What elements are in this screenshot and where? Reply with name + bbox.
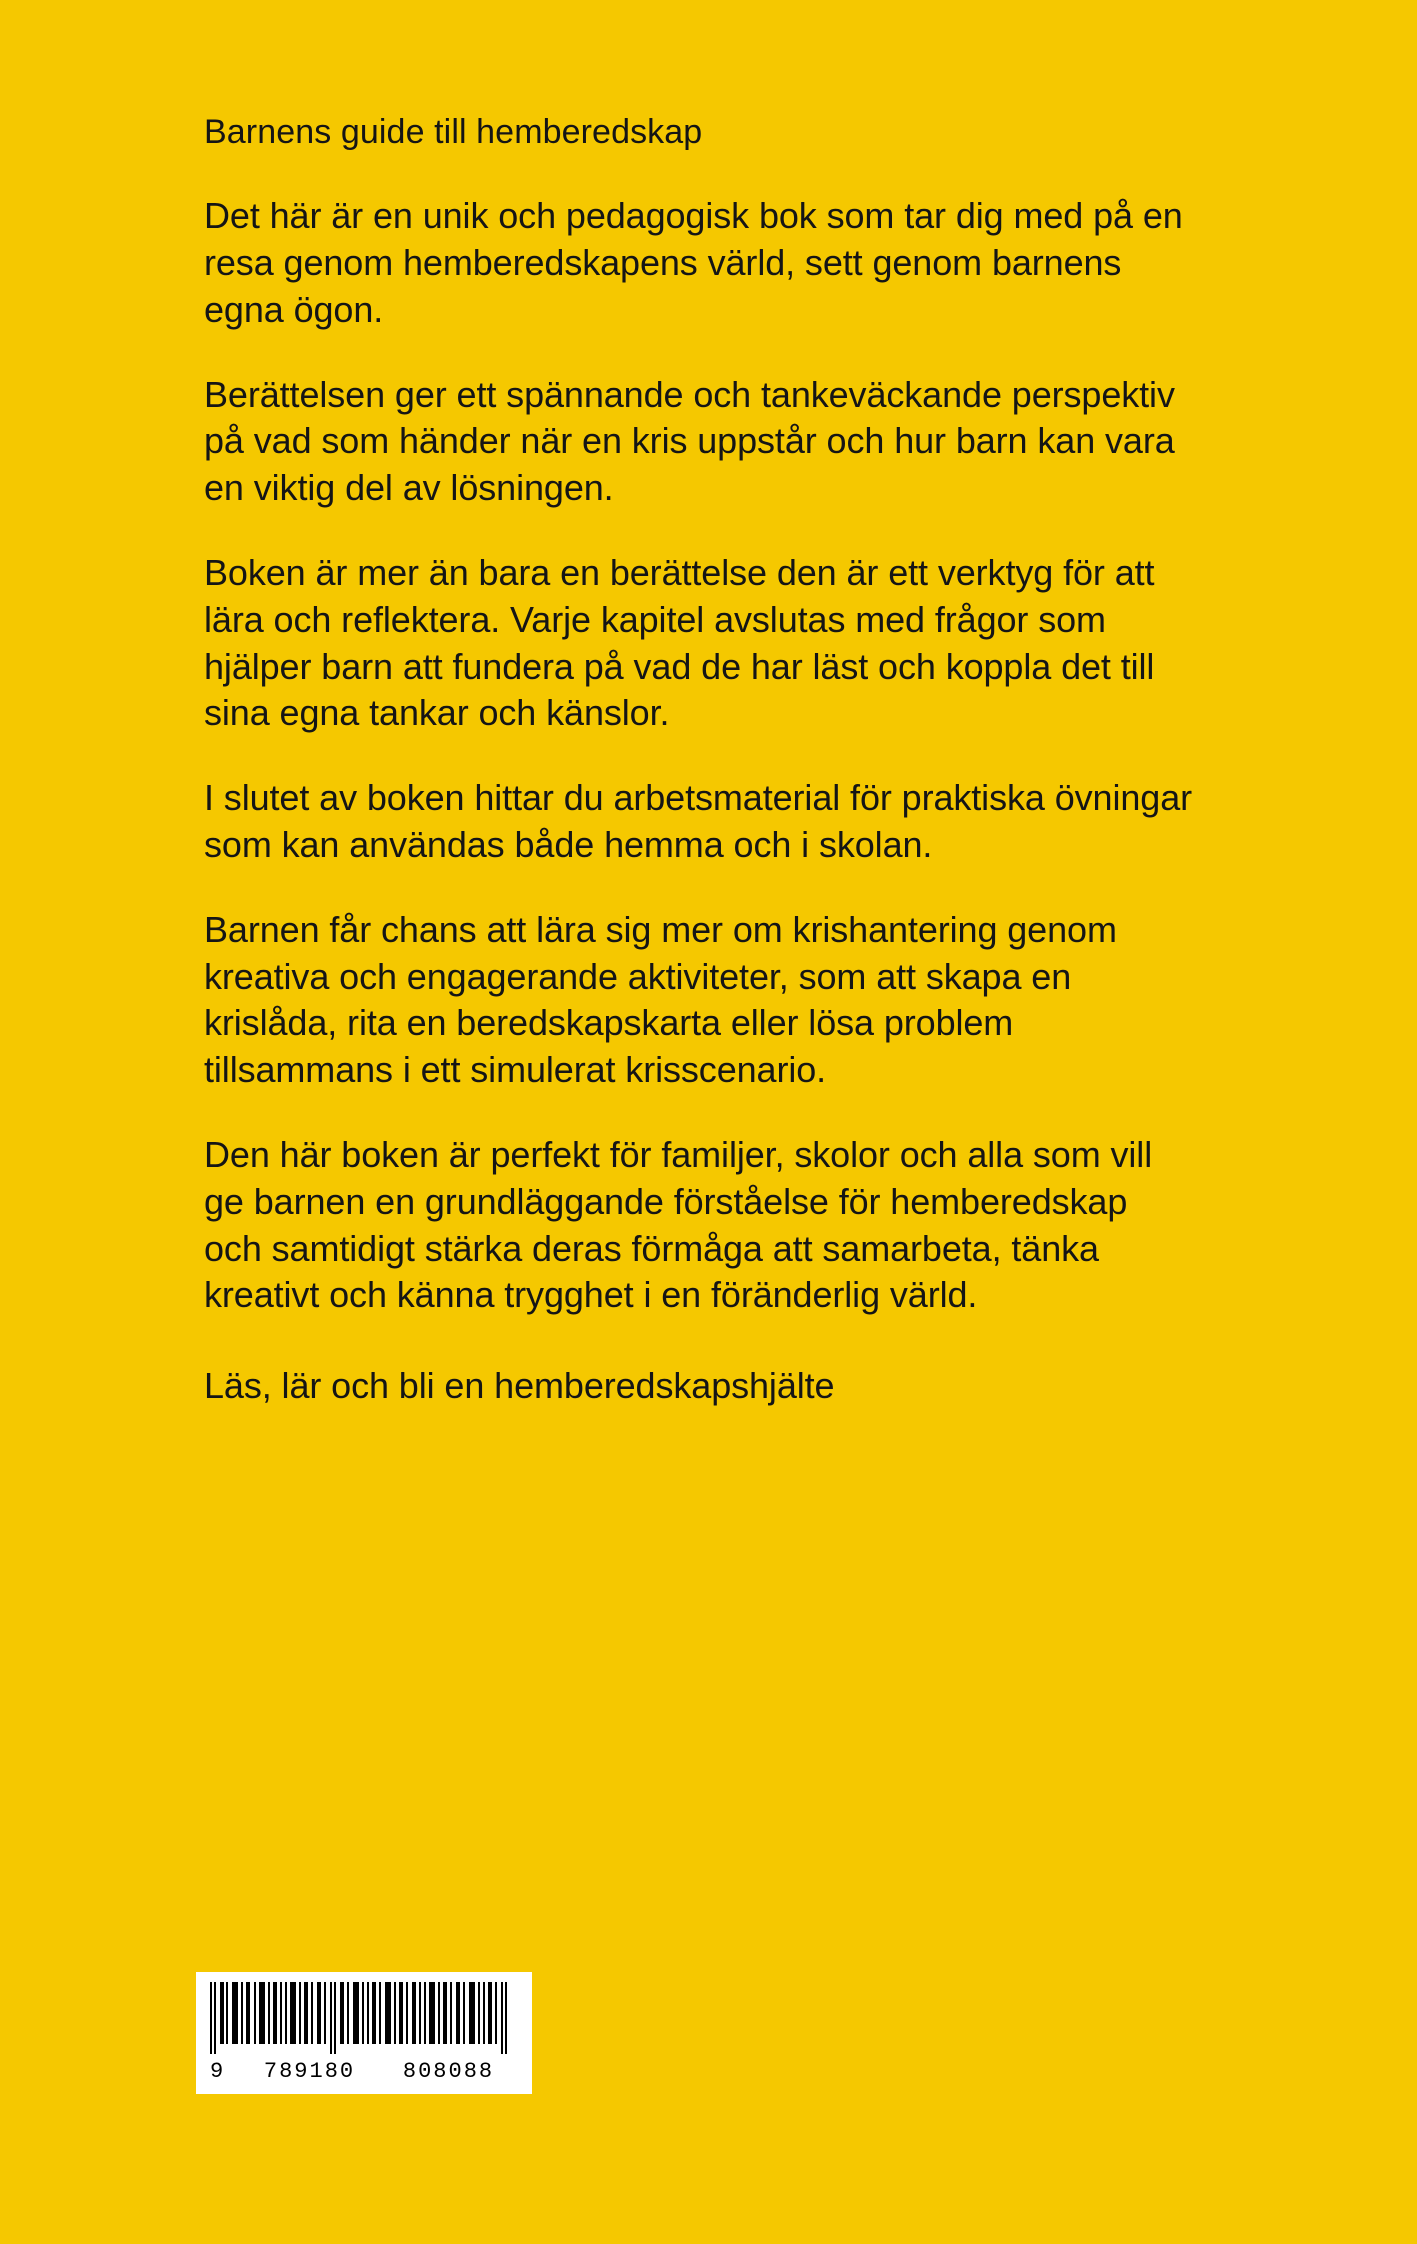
blurb-paragraph-1: Det här är en unik och pedagogisk bok som tar dig med på en resa genom hemberedskapens värld, sett genom barnens egna ögon. — [204, 195, 1183, 330]
blurb-paragraph-2: Berättelsen ger ett spännande och tankeväckande perspektiv på vad som händer när en kris uppstår och hur barn kan vara en viktig del av lösningen. — [204, 373, 1175, 509]
barcode-right-group: 808088 — [402, 2058, 495, 2084]
barcode-lead-digit: 9 — [210, 2058, 226, 2084]
barcode-left-group: 789180 — [263, 2058, 356, 2084]
barcode-area — [196, 1972, 556, 2094]
barcode-icon — [208, 1982, 520, 2054]
closing-tagline: Läs, lär och bli en hemberedskapshjälte — [204, 1365, 835, 1407]
blurb-paragraph-5: Barnen får chans att lära sig mer om krishantering genom kreativa och engagerande aktiviteter, som att skapa en krislåda, rita en beredskapskarta eller lösa problem tillsammans i ett simulerat krisscenario. — [204, 908, 1117, 1091]
barcode-card — [196, 1972, 532, 2094]
blurb-paragraph-4: I slutet av boken hittar du arbetsmaterial för praktiska övningar som kan användas både hemma och i skolan. — [204, 777, 1193, 865]
blurb-text-block — [204, 110, 1204, 1410]
page-title: Barnens guide till hemberedskap — [204, 113, 703, 151]
blurb-paragraph-3: Boken är mer än bara en berättelse den är ett verktyg för att lära och reflektera. Varje kapitel avslutas med frågor som hjälper barn att fundera på vad de har läst och koppla det till sina egna tankar och känslor. — [204, 552, 1155, 734]
blurb-paragraph-6: Den här boken är perfekt för familjer, skolor och alla som vill ge barnen en grundläggande förståelse för hemberedskap och samtidigt stärka deras förmåga att samarbeta, tänka kreativt och känna trygghet i en föränderlig värld. — [204, 1133, 1153, 1316]
barcode-number — [208, 2054, 520, 2088]
